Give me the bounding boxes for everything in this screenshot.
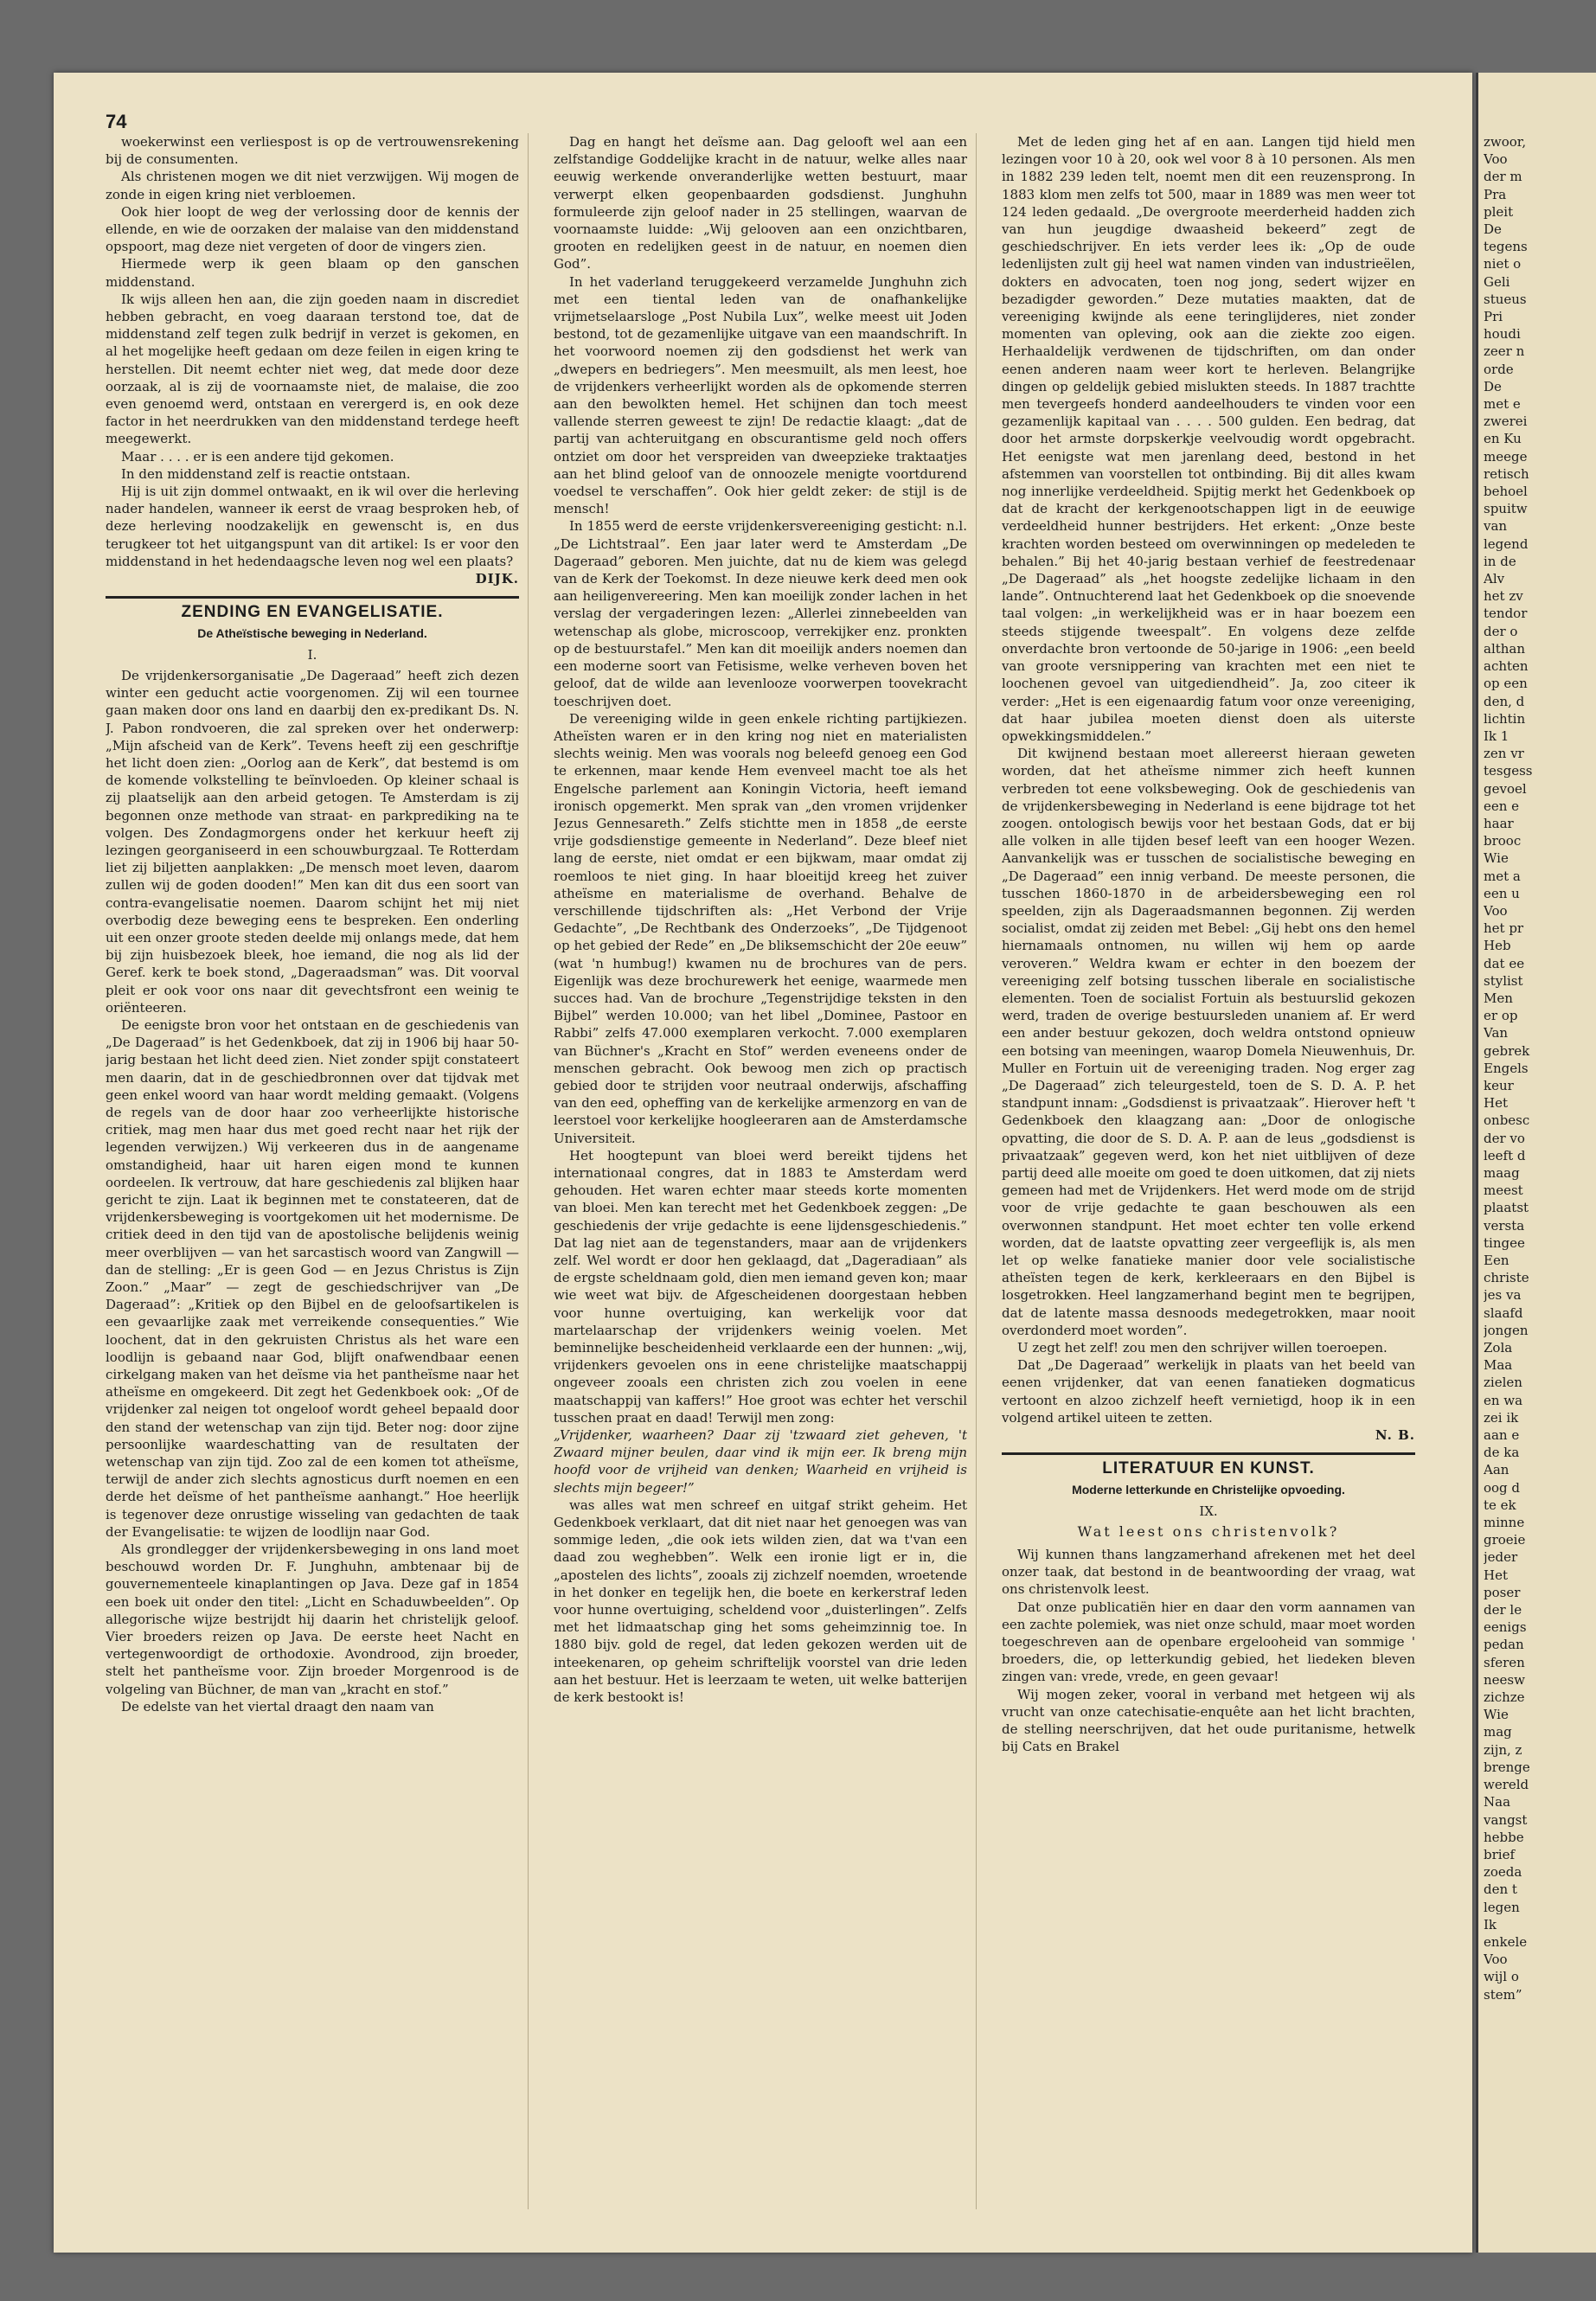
edge-line: meest — [1484, 1183, 1523, 1199]
paragraph: De edelste van het viertal draagt den naam van — [121, 1698, 434, 1715]
edge-line: jes va — [1484, 1287, 1522, 1304]
section-number: I. — [307, 646, 317, 663]
edge-line: zen vr — [1484, 746, 1524, 762]
edge-line: tegens — [1484, 239, 1528, 255]
edge-line: den t — [1484, 1881, 1517, 1898]
edge-line: Het — [1484, 1567, 1508, 1583]
edge-line: De — [1484, 378, 1502, 394]
section-question: Wat leest ons christenvolk? — [1077, 1522, 1340, 1540]
edge-line: jongen — [1484, 1322, 1529, 1338]
edge-line: onbesc — [1484, 1112, 1530, 1129]
page-number: 74 — [106, 111, 127, 132]
newspaper-page — [54, 73, 1472, 2253]
edge-line: aan e — [1484, 1427, 1520, 1444]
edge-line: de ka — [1484, 1445, 1520, 1461]
edge-line: met e — [1484, 396, 1521, 413]
edge-line: haar — [1484, 815, 1514, 831]
edge-line: retisch — [1484, 465, 1529, 482]
edge-line: wereld — [1484, 1777, 1529, 1793]
edge-line: te ek — [1484, 1497, 1516, 1513]
paragraph: In 1855 werd de eerste vrijdenkersvereeniging gesticht: n.l. „De Lichtstraal”. Een jaar later werd te Amsterdam „De Dageraad” geboren. Men juichte, dat nu de kiem was gelegd van de Kerk der Toekomst. In deze nieuwe kerk deed men ook aan heiligenvereering. Men kan moeilijk zonder lachen in het verslag der vergaderingen lezen: „Allerlei zinnebeelden van wetenschap als globe, microscoop, verrekijker enz. pronkten op de bestuurstafel.” Men kan dit moeilijk anders noemen dan een moderne soort van Fetisisme, welke verheven boven het geloof, dat de wilde aan levenlooze voorwerpen toovekracht toeschrijven doet. — [554, 518, 967, 709]
edge-line: zoeda — [1484, 1864, 1522, 1881]
edge-line: enkele — [1484, 1933, 1528, 1950]
edge-line: Wie — [1484, 850, 1509, 867]
edge-line: Heb — [1484, 938, 1511, 954]
column-2 — [554, 133, 967, 2218]
edge-line: zei ik — [1484, 1409, 1519, 1426]
paragraph: Ik wijs alleen hen aan, die zijn goeden naam in discrediet hebben gebracht, en voeg daaraan terstond toe, dat de middenstand zelf tegen zulk bedrijf in verzet is gekomen, en al het mogelijke heeft gedaan om deze feilen in eigen kring te herstellen. Dit neemt echter niet weg, dat mede door deze oorzaak, al is zij de voornaamste niet, de malaise, die zoo even genoemd werd, ontstaan en verergerd is, en ook deze factor in het neerdrukken van den middenstand terdege heeft meegewerkt. — [106, 291, 519, 447]
edge-line: Voo — [1484, 902, 1508, 919]
paragraph: U zegt het zelf! zou men den schrijver willen toeroepen. — [1017, 1340, 1388, 1356]
section-heading: LITERATUUR EN KUNST. — [1002, 1452, 1415, 1477]
column-3 — [1002, 133, 1415, 2218]
edge-line: het pr — [1484, 920, 1524, 937]
paragraph: Wij kunnen thans langzamerhand afrekenen met het deel onzer taak, dat bestond in de beantwoording der vraag, wat ons christenvolk leest. — [1002, 1547, 1415, 1598]
edge-line: Naa — [1484, 1794, 1511, 1811]
poem-quote: „Vrijdenker, waarheen? Daar zij 'tzwaard ziet geheven, 't Zwaard mijner beulen, daar vind ik mijn eer. Ik breng mijn hoofd voor de vrijheid van denken; Waarheid en vrijheid is slechts mijn begeer!” — [554, 1427, 967, 1496]
edge-line: en wa — [1484, 1392, 1523, 1408]
paragraph: De vereeniging wilde in geen enkele richting partijkiezen. Atheïsten waren er in den kring nog niet en materialisten slechts weinig. Men was voorals nog beleefd genoeg een God te erkennen, maar kende Hem evenveel macht toe als het Engelsche parlement aan Koningin Victoria, heeft iemand ironisch opgemerkt. Men sprak van „den vromen vrijdenker Jezus Gennesareth.” Zelfs stichtte men in 1858 „de eerste vrije godsdienstige gemeente in Nederland”. Deze bleef niet lang de eerste, niet omdat er een bijkwam, maar omdat zij roemloos te niet ging. In haar bloeitijd kreeg het zuiver atheïsme en materialisme de overhand. Behalve de verschillende tijdschriften als: „Het Verbond der Vrije Gedachte”, „De Rechtbank des Onderzoeks”, „De Tijdgenoot op het gebied der Rede” en „De bliksemschicht der 20e eeuw” (wat 'n humbug!) kwamen nu de brochures van de pers. Eigenlijk was deze brochurewerk het eenige, waarmede men succes had. Van de brochure „Tegenstrijdige teksten in den Bijbel” werden 10.000; van het libel „Dominee, Pastoor en Rabbi” zelfs 47.000 exemplaren verkocht. 7.000 exemplaren van Büchner's „Kracht en Stof” werden eveneens onder de menschen gebracht. Ook bewoog men zich op practisch gebied door te strijden voor neutraal onderwijs, afschaffing van den eed, opheffing van de kerkelijke armenzorg en van de leerstoel voor kerkelijke hoogleeraren aan de Amsterdamsche Universiteit. — [554, 710, 967, 1146]
edge-line: meege — [1484, 448, 1528, 465]
edge-line: Aan — [1484, 1462, 1509, 1478]
column-divider — [528, 133, 529, 2209]
paragraph: was alles wat men schreef en uitgaf strikt geheim. Het Gedenkboek verklaart, dat dit niet naar het genoegen was van sommige leden, „die ook iets wilden zien, dat wa t'van een daad zou weghebben”. Welk een ironie ligt er in, die „apostelen des lichts”, zooals zij zichzelf noemden, wroetende in het donker en tegelijk hen, die boete en kerkerstraf leden voor hunne overtuiging, scheldend voor „duisterlingen”. Zelfs met het lidmaatschap ging het soms geheimzinnig toe. In 1880 bijv. gold de regel, dat leden gekozen werden uit de inteekenaren, op geheim schriftelijk voorstel van drie leden aan het bestuur. Het is leerzaam te weten, uit welke batterijen de kerk bestookt is! — [554, 1497, 967, 1706]
edge-line: eenigs — [1484, 1619, 1527, 1636]
edge-line: Van — [1484, 1025, 1509, 1042]
edge-line: poser — [1484, 1584, 1521, 1600]
edge-line: zielen — [1484, 1375, 1522, 1391]
edge-line: brooc — [1484, 833, 1522, 849]
edge-line: pleit — [1484, 203, 1514, 220]
signature: DIJK. — [475, 571, 519, 587]
edge-line: stem” — [1484, 1986, 1522, 2003]
edge-line: oog d — [1484, 1479, 1521, 1496]
paragraph: Ook hier loopt de weg der verlossing door de kennis der ellende, en wie de oorzaken der malaise van den middenstand opspoort, mag deze niet vergeten of door de vingers zien. — [106, 203, 519, 255]
paragraph: De vrijdenkersorganisatie „De Dageraad” heeft zich dezen winter een geducht actie voorgenomen. Zij wil een tournee gaan maken door ons land en daarbij den ex-predikant Ds. N. J. Pabon rondvoeren, die zal spreken over het onderwerp: „Mijn afscheid van de Kerk”. Tevens heeft zij een geschriftje het licht doen zien: „Oorlog aan de Kerk”, dat bestemd is om de komende volkstelling te beïnvloeden. Op kleiner schaal is zij plaatselijk aan den arbeid getogen. Te Amsterdam is zij begonnen onze methode van straat- en parkprediking na te volgen. Des Zondagmorgens onder het kerkuur heeft zij lezingen georganiseerd in een schouwburgzaal. Te Rotterdam liet zij biljetten aanplakken: „De mensch moet leven, daarom zullen wij de goden dooden!” Men kan dit dus een soort van contra-evangelisatie noemen. Daarom schijnt het mij niet overbodig deze beweging eens te bespreken. Een onderling uit een onzer groote steden deelde mij onlangs mede, dat hem bij zijn huisbezoek bleek, hoe iemand, die nog als lid der Geref. kerk te boek stond, „Dageraadsman” was. Dit voorval pleit er ook voor ons naar dit gevechtsfront een weinig te oriënteeren. — [106, 667, 519, 1016]
edge-line: der le — [1484, 1602, 1522, 1618]
edge-line: tesgess — [1484, 763, 1533, 779]
edge-line: tendor — [1484, 606, 1528, 622]
edge-line: minne — [1484, 1515, 1525, 1531]
edge-line: een u — [1484, 885, 1520, 901]
next-page-edge-text — [1484, 133, 1596, 2003]
paragraph: In het vaderland teruggekeerd verzamelde Junghuhn zich met een tiental leden van de onafhankelijke vrijmetselaarsloge „Post Nubila Lux”, welke meest uit Joden bestond, tot de gezamenlijke uitgave van een maandschrift. In het voorwoord noemen zij den godsdienst het werk van „dwepers en bedriegers”. Men meesmuilt, als men leest, hoe de vrijdenkers verheerlijkt worden als de opkomende sterren aan den bewolkten hemel. Het schijnen dan toch meest vallende sterren geweest te zijn! De redactie klaagt: „dat de partij van achteruitgang en obscurantisme geld noch offers ontziet om door het verspreiden van dweepzieke traktaatjes aan het blind geloof van de onnoozele menigte voortdurend voedsel te verschaffen”. Ook hier geldt zeker: de stijl is de mensch! — [554, 273, 967, 517]
edge-line: Ik — [1484, 1916, 1497, 1932]
edge-line: sferen — [1484, 1654, 1525, 1670]
edge-line: het zv — [1484, 588, 1523, 605]
edge-line: van — [1484, 518, 1508, 535]
section-subheading: Moderne letterkunde en Christelijke opvoeding. — [1072, 1483, 1345, 1497]
edge-line: versta — [1484, 1217, 1525, 1234]
edge-line: leeft d — [1484, 1147, 1526, 1163]
edge-line: Men — [1484, 990, 1513, 1006]
paragraph: De eenigste bron voor het ontstaan en de geschiedenis van „De Dageraad” is het Gedenkboek, dat zij in 1906 bij haar 50-jarig bestaan het licht deed zien. Niet zonder spijt constateert men daarin, dat in de geschiedbronnen over dat tijdvak met geen enkel woord van haar wordt melding gemaakt. (Volgens de regels van de door haar zoo verheerlijkte historische critiek, mag men haar dus met goed recht naar het rijk der legenden verwijzen.) Wij verkeeren dus in de aangename omstandigheid, haar uit haren eigen mond te kunnen oordeelen. Ik vertrouw, dat hare geschiedenis zal blijken haar gericht te zijn. Laat ik beginnen met te constateeren, dat de vrijdenkersbeweging is voortgekomen uit het modernisme. De critiek deed in den tijd van de apostolische belijdenis weinig meer overblijven — van het sarcastisch woord van Zangwill — dan de stelling: „Er is geen God — en Jezus Christus is Zijn Zoon.” „Maar” — zegt de geschiedschrijver van „De Dageraad”: „Kritiek op den Bijbel en de geloofsartikelen is een gevaarlijke zaak met verreikende consequenties.” Wie loochent, dat in den gekruisten Christus als het ware een loodlijn is gebaand naar God, blijft onafwendbaar eenen cirkelgang maken van het deïsme via het pantheïsme naar het atheïsme en omgekeerd. Dit zegt het Gedenkboek ook: „Of de vrijdenker zal neigen tot ongeloof wordt geheel bepaald door den stand der wetenschap van zijn tijd. Beter nog: door zijne persoonlijke waardeschatting van de resultaten der wetenschap van zijn tijd. Zoo zal de een komen tot atheïsme, terwijl de ander zich slechts agnosticus durft noemen en een derde het deïsme of het pantheïsme aanhangt.” Hoe heerlijk is tegenover deze onrustige wisseling van gedachten de taak der Evangelisatie: te wijzen de loodlijn naar God. — [106, 1016, 519, 1540]
edge-line: niet o — [1484, 256, 1522, 272]
paragraph: Hij is uit zijn dommel ontwaakt, en ik wil over die herleving nader handelen, wanneer ik eerst de vraag besproken heb, of deze herleving noodzakelijk en gewenscht is, en dus terugkeer tot het uitgangspunt van dit artikel: Is er voor den middenstand in het hedendaagsche leven nog wel een plaats? — [106, 484, 519, 569]
edge-line: behoel — [1484, 484, 1528, 500]
edge-line: gebrek — [1484, 1042, 1530, 1059]
paragraph: Hiermede werp ik geen blaam op den ganschen middenstand. — [106, 256, 519, 290]
next-page-edge — [1476, 73, 1596, 2253]
paragraph: Met de leden ging het af en aan. Langen tijd hield men lezingen voor 10 à 20, ook wel voor 8 à 10 personen. Als men in 1882 239 leden telt, noemt men dit een reuzensprong. In 1883 klom men zelfs tot 500, maar in 1889 was men weer tot 124 leden gedaald. „De overgroote meerderheid hadden zich van hun jeugdige dwaasheid bekeerd” zegt de geschiedschrijver. En iets verder lees ik: „Op de oude ledenlijsten zult gij heel wat namen vinden van industrieëlen, dokters en advocaten, toen nog jong, sedert wijzer en bezadigder geworden.” Deze mutaties maakten, dat de vereeniging kwijnde als eene teringlijderes, niet zonder momenten van opleving, ook aan die ziekte zoo eigen. Herhaaldelijk verdwenen de tijdschriften, om dan onder eenen anderen naam weer kort te herleven. Belangrijke dingen op geldelijk gebied mislukten steeds. In 1887 trachtte men tevergeefs honderd aandeelhouders te vinden voor een gezamenlijk kapitaal van . . . . 500 gulden. Een bedrag, dat door het armste dorpskerkje veelvoudig wordt opgebracht. Het eenigste wat men jarenlang deed, bestond in het afstemmen van voorstellen tot ontbinding. Bij dit alles kwam nog innerlijke verdeeldheid. Spijtig merkt het Gedenkboek op dat de kracht der kerkgenootschappen ligt in de eeuwige verdeeldheid hunner bestrijders. Het erkent: „Onze beste krachten worden besteed om overwinningen op medeleden te behalen.” Bij het 40-jarig bestaan verhief de feestredenaar „De Dageraad” als „het hoogste zedelijke lichaam in den lande”. Ontnuchterend laat het Gedenkboek op die snoevende taal volgen: „in werkelijkheid was er in haar boezem een steeds stijgende tweespalt”. En volgens deze zelfde onverdachte bron vertoonde de 50-jarige in 1906: „een beeld van groote versnippering van krachten met een niet te loochenen gevoel van uitgediendheid”. Ja, zoo citeer ik verder: „Het is een eigenaardig fatum voor onze vereeniging, dat haar jubilea moeten dienst doen als uiterste opwekkingsmiddelen.” — [1002, 134, 1415, 744]
edge-line: Een — [1484, 1253, 1509, 1268]
edge-line: wijl o — [1484, 1969, 1519, 1985]
edge-line: Voo — [1484, 151, 1508, 168]
edge-line: zijn, z — [1484, 1741, 1522, 1758]
edge-line: althan — [1484, 640, 1526, 657]
edge-line: stylist — [1484, 972, 1523, 989]
edge-line: tingee — [1484, 1234, 1525, 1251]
edge-line: spuitw — [1484, 501, 1528, 517]
edge-line: dat ee — [1484, 955, 1525, 971]
edge-line: hebbe — [1484, 1829, 1524, 1845]
paragraph: Maar . . . . er is een andere tijd gekomen. — [121, 448, 394, 465]
paragraph: woekerwinst een verliespost is op de vertrouwensrekening bij de consumenten. — [106, 134, 519, 168]
edge-line: vangst — [1484, 1811, 1528, 1828]
edge-line: zichze — [1484, 1689, 1525, 1706]
signature: N. B. — [1375, 1427, 1415, 1444]
edge-line: achten — [1484, 658, 1529, 675]
edge-line: Geli — [1484, 273, 1510, 290]
paragraph: Het hoogtepunt van bloei werd bereikt tijdens het internationaal congres, dat in 1883 te Amsterdam werd gehouden. Het waren echter maar steeds korte momenten van bloei. Men kan terecht met het Gedenkboek zeggen: „De geschiedenis der vrije gedachte is eene lijdensgeschiedenis.” Dat lag niet aan de tegenstanders, maar aan de vrijdenkers zelf. Wel wordt er door hen geklaagd, dat „Dageradiaan” als de ergste scheldnaam gold, dien men iemand geven kon; maar wie weet wat bijv. de Afgescheidenen doorgestaan hebben voor hunne overtuiging, kan werkelijk voor dat martelaarschap der vrijdenkers weinig voelen. Met beminnelijke bescheidenheid verklaarde een der hunnen: „wij, vrijdenkers gevoelen ons in eene christelijke maatschappij ongeveer zooals een christen zich zou voelen in eene maatschappij van kaffers!” Hoe groot was echter het verschil tusschen praat en daad! Terwijl men zong: — [554, 1147, 967, 1426]
edge-line: slaafd — [1484, 1304, 1523, 1321]
section-number: IX. — [1199, 1503, 1218, 1519]
edge-line: groeie — [1484, 1532, 1526, 1548]
paragraph: Dag en hangt het deïsme aan. Dag gelooft wel aan een zelfstandige Goddelijke kracht in de natuur, welke alles naar eeuwig werkende onveranderlijke wetten bestuurt, maar verwerpt elken geopenbaarden godsdienst. Junghuhn formuleerde zijn geloof nader in 25 stellingen, waarvan de voornaamste luidde: „Wij gelooven aan een onzichtbaren, grooten en redelijken geest in de natuur, en noemen dien God”. — [554, 134, 967, 272]
edge-line: Pra — [1484, 186, 1507, 202]
edge-line: Alv — [1484, 571, 1505, 587]
section-subheading: De Atheïstische beweging in Nederland. — [197, 626, 427, 641]
column-divider — [976, 133, 977, 2209]
edge-line: Engels — [1484, 1060, 1529, 1076]
edge-line: den, d — [1484, 693, 1525, 709]
edge-line: pedan — [1484, 1637, 1524, 1653]
paragraph: Dit kwijnend bestaan moet allereerst hieraan geweten worden, dat het atheïsme nimmer zich heeft kunnen verbreden tot eene volksbeweging. Ook de geschiedenis van de vrijdenkersbeweging in Nederland is eene bijdrage tot het zoogen. ontologisch bewijs voor het bestaan Gods, dat er bij alle volken in alle tijden besef leeft van een hooger Wezen. Aanvankelijk was er tusschen de socialistische beweging en „De Dageraad” een innig verband. De meeste personen, die tusschen 1860-1870 in de arbeidersbeweging een rol speelden, zijn als Dageraadsmannen begonnen. Zij werden socialist, omdat zij zeiden met Bebel: „Gij hebt ons den hemel hiernamaals ontnomen, nu willen wij hem op aarde veroveren.” Weldra kwam er echter in den boezem der vereeniging zelf botsing tusschen liberale en socialistische elementen. Toen de socialist Fortuin als bestuurslid gekozen werd, traden de overige bestuursleden unaniem af. Er werd een ander bestuur gekozen, doch weldra ontstond opnieuw een botsing van meeningen, waarop Domela Nieuwenhuis, Dr. Muller en Fortuin uit de vereeniging traden. Nog erger zag „De Dageraad” zich teleurgesteld, toen de S. D. A. P. het standpunt innam: „Godsdienst is privaatzaak”. Hierover heft 't Gedenkboek den klaagzang aan: „Door de onlogische opvatting, die door de S. D. A. P. aan de leus „godsdienst is privaatzaak” gegeven werd, kon het niet uitblijven of deze partij deed alle moeite om goed te doen uitkomen, dat zij niets gemeen had met de Vrijdenkers. Het werd mode om de strijd voor de vrije gedachte te gaan beschouwen als een overwonnen standpunt. Het moet echter ten volle erkend worden, dat de laatste opvatting zeer vergeeflijk is, als men let op welke fanatieke manier door vele socialistische atheïsten tegen de kerk, kerkleeraars en den Bijbel is losgetrokken. Heel langzamerhand begint men te begrijpen, dat de latente massa desnoods medegetrokken, maar nooit overdonderd moet worden”. — [1002, 746, 1415, 1338]
edge-line: der o — [1484, 623, 1518, 639]
edge-line: Voo — [1484, 1952, 1508, 1968]
edge-line: Maa — [1484, 1357, 1513, 1374]
edge-line: christe — [1484, 1270, 1529, 1286]
edge-line: neesw — [1484, 1671, 1525, 1688]
edge-line: De — [1484, 221, 1502, 238]
edge-line: Ik 1 — [1484, 727, 1509, 744]
paragraph: Dat „De Dageraad” werkelijk in plaats van het beeld van eenen vrijdenker, dat van eenen fanatieken dogmaticus vertoont en alzoo zichzelf heeft vernietigd, hoop ik in een volgend artikel uiteen te zetten. — [1002, 1357, 1415, 1426]
paragraph: Als grondlegger der vrijdenkersbeweging in ons land moet beschouwd worden Dr. F. Junghuhn, ambtenaar bij de gouvernementeele kinaplantingen op Java. Deze gaf in 1854 een boek uit onder den titel: „Licht en Schaduwbeelden”. Op allegorische wijze bestrijdt hij daarin het christelijk geloof. Vier broeders reizen op Java. De eerste heet Nacht en vertegenwoordigt de orthodoxie. Avondrood, zijn broeder, stelt het pantheïsme voor. Zijn broeder Morgenrood is de volgeling van Büchner, de man van „kracht en stof.” — [106, 1541, 519, 1697]
edge-line: maag — [1484, 1164, 1520, 1181]
edge-line: gevoel — [1484, 780, 1527, 797]
paragraph: Wij mogen zeker, vooral in verband met hetgeen wij als vrucht van onze catechisatie-enquête aan het licht brachten, de stelling neerschrijven, dat het oude puritanisme, hetwelk bij Cats en Brakel — [1002, 1686, 1415, 1755]
edge-line: jeder — [1484, 1549, 1518, 1566]
edge-line: Zola — [1484, 1340, 1513, 1356]
edge-line: zwerei — [1484, 413, 1528, 430]
edge-line: lichtin — [1484, 710, 1526, 727]
edge-line: brief — [1484, 1846, 1515, 1862]
paragraph: Als christenen mogen we dit niet verzwijgen. Wij mogen de zonde in eigen kring niet verbloemen. — [106, 169, 519, 202]
edge-line: zwoor, — [1484, 134, 1527, 150]
edge-line: der m — [1484, 169, 1522, 185]
edge-line: op een — [1484, 676, 1528, 692]
edge-line: met a — [1484, 868, 1521, 884]
edge-line: in de — [1484, 553, 1516, 569]
edge-line: legend — [1484, 535, 1529, 552]
edge-line: plaatst — [1484, 1200, 1529, 1216]
edge-line: houdi — [1484, 326, 1521, 343]
edge-line: orde — [1484, 361, 1514, 377]
edge-line: Pri — [1484, 309, 1503, 325]
paragraph: Dat onze publicatiën hier en daar den vorm aannamen van een zachte polemiek, was niet onze schuld, maar moet worden toegeschreven aan de openbare ergelooheid van sommige ' broeders, die, op letterkundig gebied, het liedeken bleven zingen van: vrede, vrede, en geen gevaar! — [1002, 1599, 1415, 1685]
edge-line: Het — [1484, 1095, 1508, 1112]
edge-line: brenge — [1484, 1759, 1530, 1775]
edge-line: stueus — [1484, 291, 1527, 307]
edge-line: der vo — [1484, 1130, 1525, 1146]
edge-line: en Ku — [1484, 431, 1522, 447]
column-1 — [106, 133, 519, 2218]
edge-line: Wie — [1484, 1707, 1509, 1723]
edge-line: zeer n — [1484, 343, 1525, 360]
edge-line: er op — [1484, 1008, 1518, 1024]
edge-line: een e — [1484, 798, 1520, 814]
paragraph: In den middenstand zelf is reactie ontstaan. — [121, 465, 411, 482]
edge-line: keur — [1484, 1077, 1514, 1093]
section-heading: ZENDING EN EVANGELISATIE. — [106, 596, 519, 621]
edge-line: legen — [1484, 1899, 1520, 1915]
edge-line: mag — [1484, 1724, 1512, 1740]
